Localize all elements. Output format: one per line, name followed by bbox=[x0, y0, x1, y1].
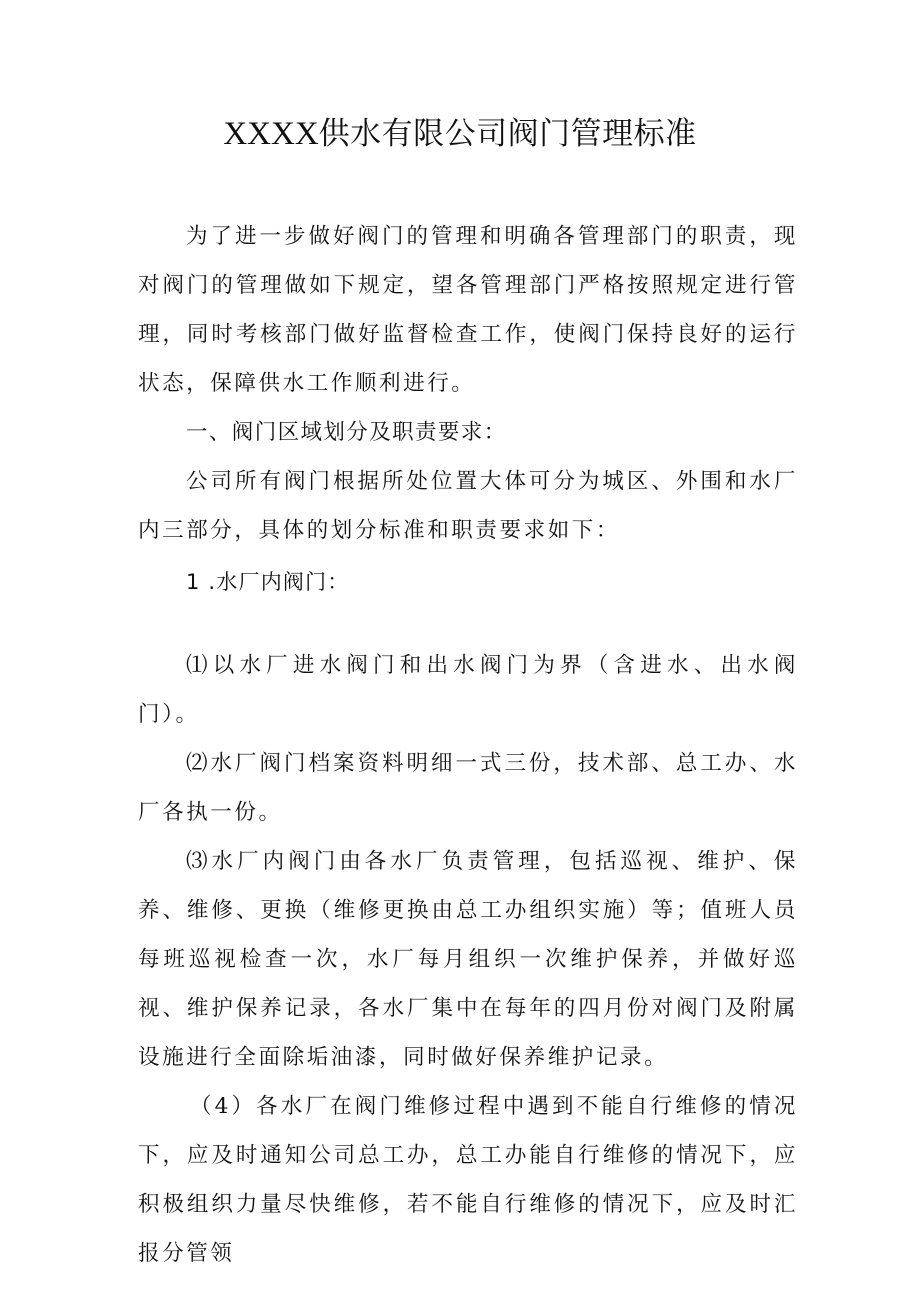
section-intro-paragraph: 公司所有阀门根据所处位置大体可分为城区、外围和水厂内三部分，具体的划分标准和职责要求如下： bbox=[138, 469, 798, 543]
document-body bbox=[138, 212, 798, 1278]
document-title bbox=[0, 112, 920, 156]
list-item: ⑵水厂阀门档案资料明细一式三份，技术部、总工办、水厂各执一份。 bbox=[138, 751, 798, 825]
title-text: 供水有限公司阀门管理标准 bbox=[318, 116, 697, 152]
intro-paragraph: 为了进一步做好阀门的管理和明确各管理部门的职责，现对阀门的管理做如下规定，望各管理部门严格按照规定进行管理，同时考核部门做好监督检查工作，使阀门保持良好的运行状态，保障供水工作顺利进行。 bbox=[138, 224, 798, 396]
title-company-code: XXXX bbox=[223, 116, 319, 152]
list-item: ⑴以水厂进水阀门和出水阀门为界（含进水、出水阀门）。 bbox=[138, 653, 798, 727]
subsection-heading: 1 .水厂内阀门： bbox=[186, 570, 350, 594]
list-item: ⑶水厂内阀门由各水厂负责管理，包括巡视、维护、保养、维修、更换（维修更换由总工办组织实施）等；值班人员每班巡视检查一次，水厂每月组织一次维护保养，并做好巡视、维护保养记录，各水厂集中在每年的四月份对阀门及附属设施进行全面除垢油漆，同时做好保养维护记录。 bbox=[138, 849, 798, 1070]
list-item: （4）各水厂在阀门维修过程中遇到不能自行维修的情况下，应及时通知公司总工办，总工办能自行维修的情况下，应积极组织力量尽快维修，若不能自行维修的情况下，应及时汇报分管领 bbox=[138, 1094, 798, 1266]
section-heading: 一、阀门区域划分及职责要求： bbox=[186, 420, 507, 445]
